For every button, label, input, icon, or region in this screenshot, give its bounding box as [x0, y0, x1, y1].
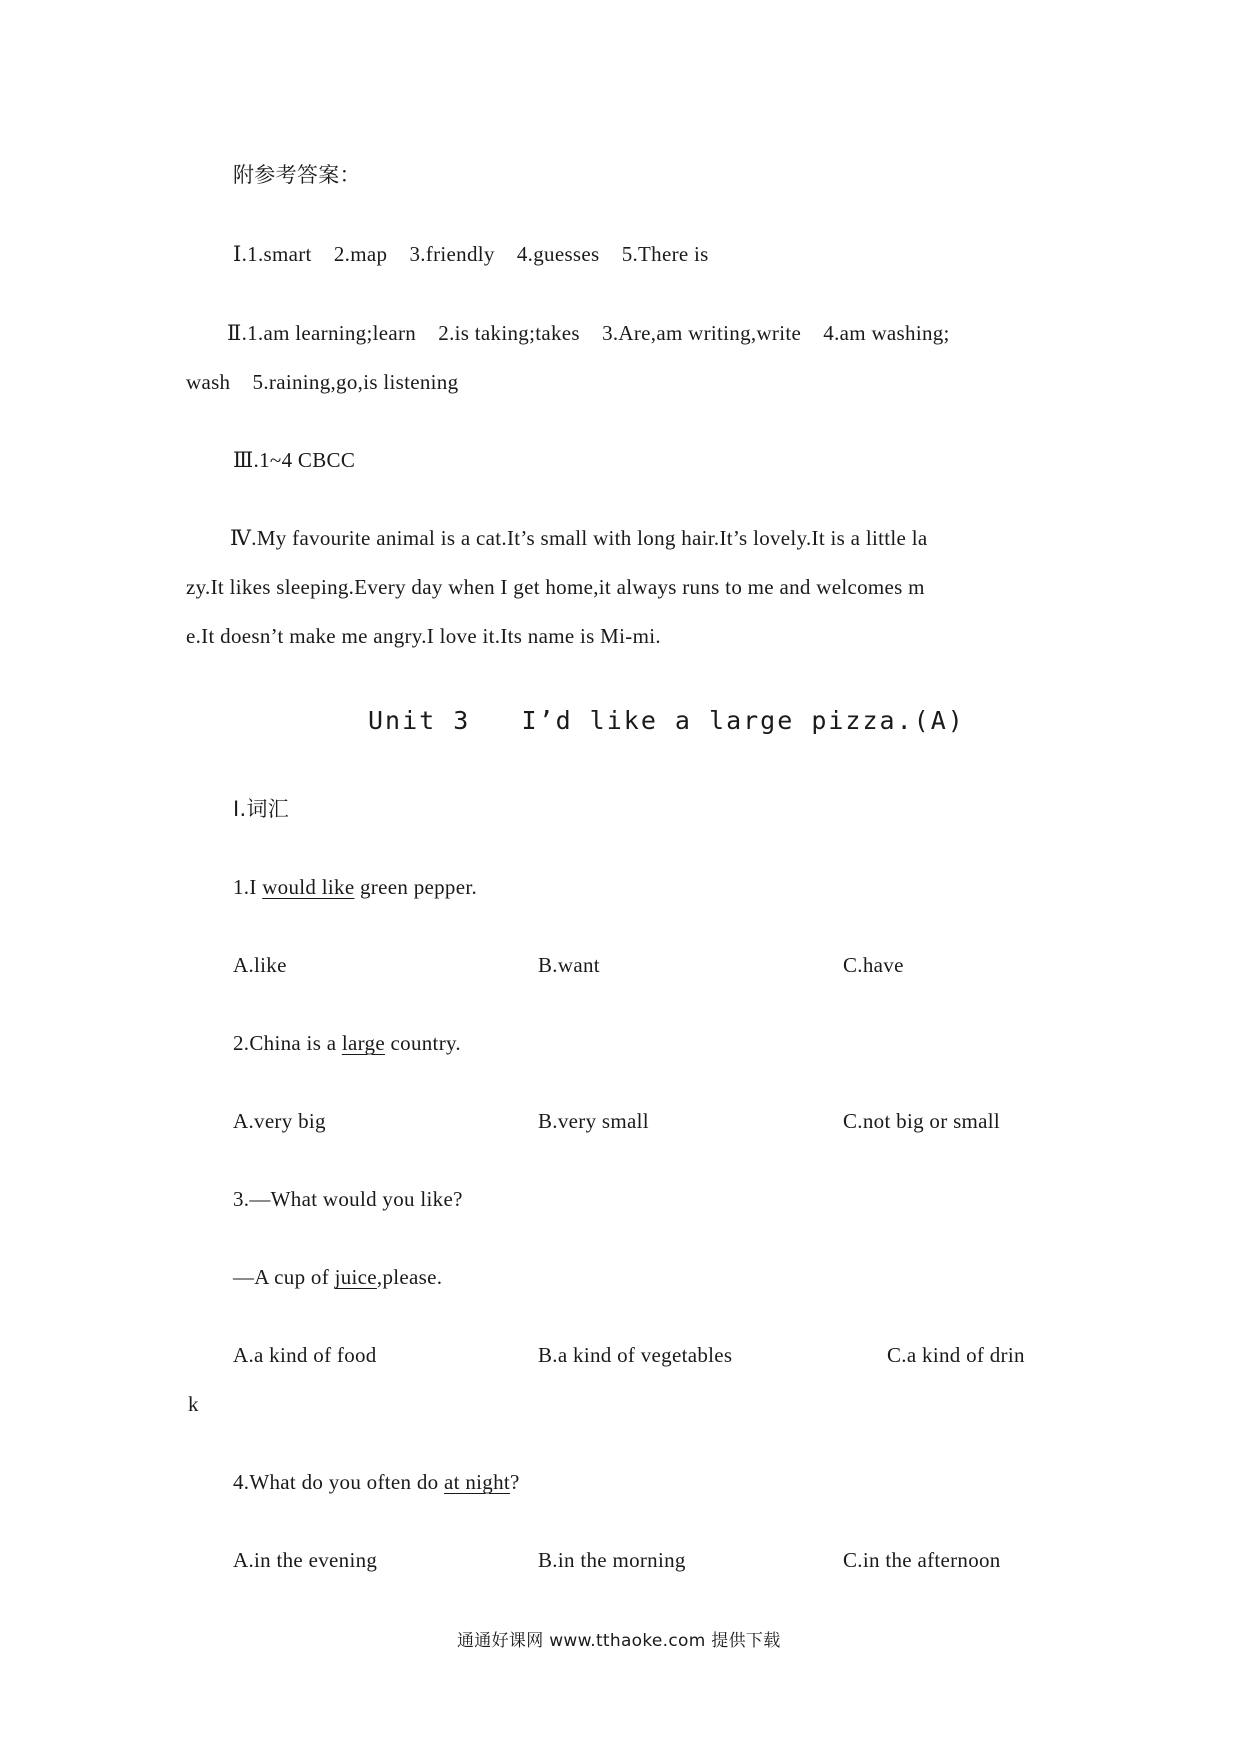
page-footer: 通通好课网 www.tthaoke.com 提供下载	[457, 1631, 781, 1651]
question-4-text: 4.What do you often do	[233, 1470, 445, 1494]
answer-section-4-line-3: e.It doesn’t make me angry.I love it.Its name is Mi-mi.	[186, 624, 661, 648]
question-3: 3.—What would you like?	[233, 1187, 463, 1211]
question-2-text: 2.China is a	[233, 1031, 342, 1055]
question-1-text-end: green pepper.	[354, 875, 478, 899]
answer-section-4-line-1: Ⅳ.My favourite animal is a cat.It’s small with long hair.It’s lovely.It is a little la	[230, 526, 928, 550]
question-2-text-end: country.	[384, 1031, 461, 1055]
question-4-option-c: C.in the afternoon	[843, 1548, 1001, 1572]
question-3-option-b: B.a kind of vegetables	[538, 1343, 733, 1367]
question-2-option-a: A.very big	[233, 1109, 326, 1133]
answer-section-2-line-2: wash 5.raining,go,is listening	[186, 370, 459, 394]
question-1-option-a: A.like	[233, 953, 287, 977]
answer-section-3: Ⅲ.1~4 CBCC	[233, 448, 356, 472]
question-2-underlined: large	[341, 1031, 385, 1055]
question-3-answer-text-end: ,please.	[376, 1265, 443, 1289]
question-2	[233, 1030, 461, 1056]
question-1-underlined: would like	[262, 875, 355, 899]
question-3-option-a: A.a kind of food	[233, 1343, 377, 1367]
question-1-text: 1.I	[233, 875, 263, 899]
question-4-option-a: A.in the evening	[233, 1548, 378, 1572]
question-1-option-c: C.have	[843, 953, 904, 977]
section-heading: Ⅰ.词汇	[233, 797, 290, 821]
question-1-option-b: B.want	[538, 953, 600, 977]
question-3-option-c: C.a kind of drin	[887, 1343, 1025, 1367]
question-4	[233, 1469, 520, 1495]
answer-section-2-line-1: Ⅱ.1.am learning;learn 2.is taking;takes 3.Are,am writing,write 4.am washing;	[227, 321, 950, 345]
question-3-answer-line	[233, 1264, 442, 1290]
answer-section-1: Ⅰ.1.smart 2.map 3.friendly 4.guesses 5.There is	[233, 242, 709, 266]
question-3-answer-text: —A cup of	[233, 1265, 335, 1289]
question-4-option-b: B.in the morning	[538, 1548, 686, 1572]
question-4-underlined: at night	[444, 1470, 511, 1494]
question-3-underlined: juice	[334, 1265, 377, 1289]
answers-heading: 附参考答案：	[233, 163, 361, 187]
question-2-option-b: B.very small	[538, 1109, 649, 1133]
question-4-text-end: ?	[510, 1470, 520, 1494]
answer-section-4-line-2: zy.It likes sleeping.Every day when I get home,it always runs to me and welcomes m	[186, 575, 925, 599]
question-2-option-c: C.not big or small	[843, 1109, 1001, 1133]
question-1	[233, 874, 477, 900]
unit-title: Unit 3 I’d like a large pizza.(A)	[368, 706, 965, 735]
question-3-option-c-wrap: k	[188, 1392, 199, 1416]
